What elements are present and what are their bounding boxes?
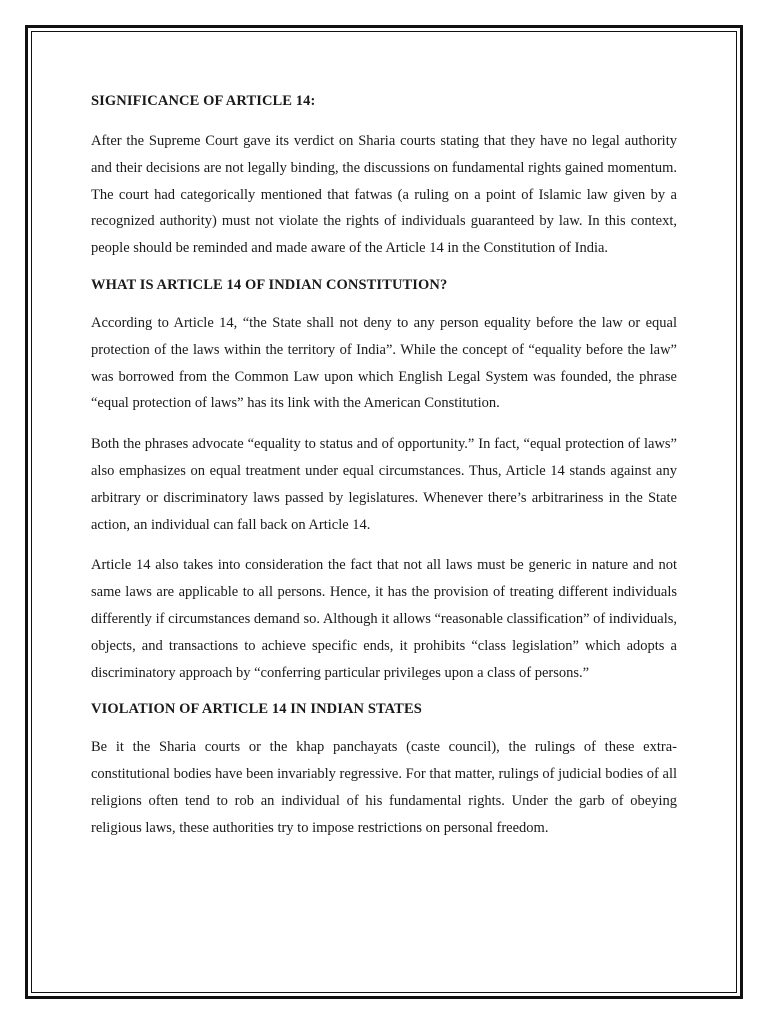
section-heading-significance: SIGNIFICANCE OF ARTICLE 14: [91, 93, 316, 109]
section-heading-violation: VIOLATION OF ARTICLE 14 IN INDIAN STATES [91, 701, 422, 718]
paragraph-violation: Be it the Sharia courts or the khap panchayats (caste council), the rulings of these extra-constitutional bodies have been invariably regressive. For that matter, rulings of judicial bodies of all religions often tend to rob an individual of his fundamental rights. Under the garb of obeying religious laws, these authorities try to impose restrictions on personal freedom. [91, 739, 677, 836]
section-heading-what-is-article-14: WHAT IS ARTICLE 14 OF INDIAN CONSTITUTION? [91, 276, 448, 293]
paragraph-article-14-definition: According to Article 14, “the State shall not deny to any person equality before the law or equal protection of the laws within the territory of India”. While the concept of “equality before the law” was borrowed from the Common Law upon which English Legal System was founded, the phrase “equal protection of laws” has its link with the American Constitution. [91, 314, 677, 412]
document-body [91, 92, 677, 856]
paragraph-significance: After the Supreme Court gave its verdict on Sharia courts stating that they have no legal authority and their decisions are not legally binding, the discussions on fundamental rights gained momentum. The court had categorically mentioned that fatwas (a ruling on a point of Islamic law given by a recognized authority) must not violate the rights of individuals guaranteed by law. In this context, people should be reminded and made aware of the Article 14 in the Constitution of India. [91, 133, 677, 257]
paragraph-equality-status: Both the phrases advocate “equality to status and of opportunity.” In fact, “equal protection of laws” also emphasizes on equal treatment under equal circumstances. Thus, Article 14 stands against any arbitrary or discriminatory laws passed by legislatures. Whenever there’s arbitrariness in the State action, an individual can fall back on Article 14. [91, 436, 677, 533]
paragraph-reasonable-classification: Article 14 also takes into consideration the fact that not all laws must be generic in nature and not same laws are applicable to all persons. Hence, it has the provision of treating different individuals differently if circumstances demand so. Although it allows “reasonable classification” of individuals, objects, and transactions to achieve specific ends, it prohibits “class legislation” which adopts a discriminatory approach by “conferring particular privileges upon a class of persons.” [91, 557, 677, 681]
